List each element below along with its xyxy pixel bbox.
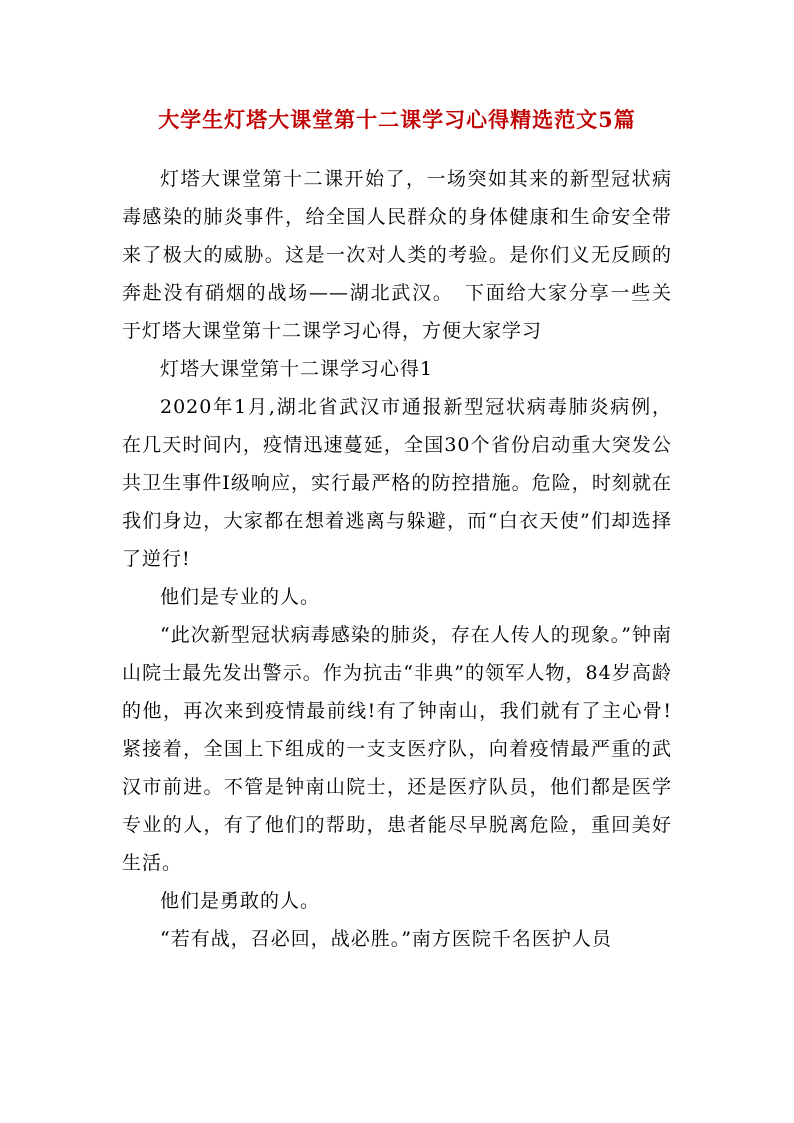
- paragraph: 他们是勇敢的人。: [160, 890, 321, 912]
- paragraph: 他们是专业的人。: [160, 586, 321, 608]
- document-title: 大学生灯塔大课堂第十二课学习心得精选范文5篇: [158, 107, 636, 132]
- paragraph: “此次新型冠状病毒感染的肺炎，存在人传人的现象。”钟南山院士最先发出警示。作为抗击“非典”的领军人物，84岁高龄的他，再次来到疫情最前线!有了钟南山，我们就有了主心骨!紧接着，全国上下组成的一支支医疗队，向着疫情最严重的武汉市前进。不管是钟南山院士，还是医疗队员，他们都是医学专业的人，有了他们的帮助，患者能尽早脱离危险，重回美好生活。: [122, 624, 672, 874]
- section-heading: 灯塔大课堂第十二课学习心得1: [160, 358, 434, 380]
- document-body: [122, 160, 672, 958]
- paragraph: “若有战，召必回，战必胜。”南方医院千名医护人员: [160, 928, 612, 950]
- paragraph-intro: 灯塔大课堂第十二课开始了，一场突如其来的新型冠状病毒感染的肺炎事件，给全国人民群众的身体健康和生命安全带来了极大的威胁。这是一次对人类的考验。是你们义无反顾的奔赴没有硝烟的战场——湖北武汉。 下面给大家分享一些关于灯塔大课堂第十二课学习心得，方便大家学习: [122, 168, 672, 342]
- paragraph: 2020年1月,湖北省武汉市通报新型冠状病毒肺炎病例，在几天时间内，疫情迅速蔓延，全国30个省份启动重大突发公共卫生事件Ⅰ级响应，实行最严格的防控措施。危险，时刻就在我们身边，大家都在想着逃离与躲避，而“白衣天使”们却选择了逆行!: [122, 396, 672, 570]
